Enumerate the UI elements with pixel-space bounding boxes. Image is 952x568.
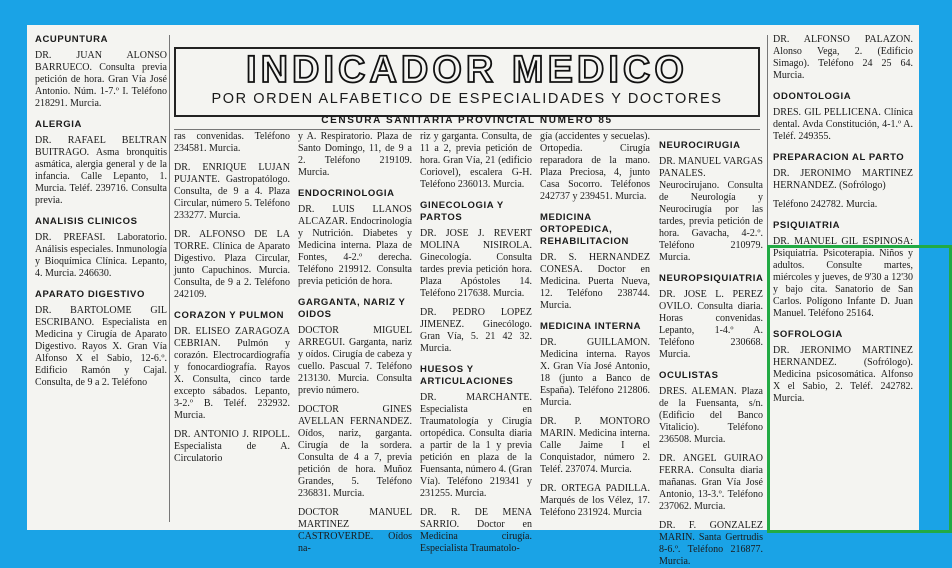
- heading-endocrinologia: ENDOCRINOLOGIA: [298, 188, 395, 199]
- entry-ortega: DR. ORTEGA PADILLA. Marqués de los Vélez, 17. Teléfono 231924. Murcia: [540, 483, 650, 518]
- column-2: [174, 131, 290, 530]
- entry-cont-5: gía (accidentes y secuelas). Ortopedia. Cirugía reparadora de la mano. Plaza Preciosa, 4, junto Casa Socorro. Teléfonos 242737 y 239451. Murcia.: [540, 131, 650, 202]
- entry-montoro: DR. P. MONTORO MARIN. Medicina interna. Calle Jaime I el Conquistador, número 2. Teléf. 237074. Murcia.: [540, 416, 650, 475]
- entry-cont-4: riz y garganta. Consulta, de 11 a 2, previa petición de hora. Gran Vía, 21 (edificio Coriovel), escalera G-H. Teléfono 236013. Murcia.: [420, 131, 532, 190]
- census-line: CENSURA SANITARIA PROVINCIAL NUMERO 85: [174, 115, 760, 130]
- heading-acupuntura: ACUPUNTURA: [35, 34, 109, 45]
- entry-llanos: DR. LUIS LLANOS ALCAZAR. Endocrinología y Nutrición. Diabetes y Medicina interna. Plaza de Fontes, 4-2.º derecha. Teléfono 219912. Consulta previa petición de hora.: [298, 204, 412, 287]
- column-divider: [767, 35, 768, 522]
- entry-de-mena: DR. R. DE MENA SARRIO. Doctor en Medicina cirugía. Especialista Traumatolo-: [420, 507, 532, 554]
- entry-cont-2: ras convenidas. Teléfono 234581. Murcia.: [174, 131, 290, 154]
- entry-lujan: DR. ENRIQUE LUJAN PUJANTE. Gastropatólogo. Consulta, de 9 a 4. Plaza Circular, número 5. Teléfono 233277. Murcia.: [174, 162, 290, 221]
- entry-gil-escribano: DR. BARTOLOME GIL ESCRIBANO. Especialista en Medicina y Cirugía de Aparato Digestivo. Rayos X. Gran Vía Alfonso X el Sabio, 12-6.º. Edificio Ramón y Cajal. Consulta, de 9 a 2. Teléfono: [35, 305, 167, 388]
- entry-prefasi: DR. PREFASI. Laboratorio. Análisis especiales. Inmunología y Bioquímica Clínica. Lepanto, 4. Murcia. 246630.: [35, 232, 167, 279]
- heading-aparato-digestivo: APARATO DIGESTIVO: [35, 289, 145, 300]
- entry-perez-ovilo: DR. JOSE L. PEREZ OVILO. Consulta diaria. Horas convenidas. Lepanto, 1-4.º A. Teléfono 230668. Murcia.: [659, 289, 763, 360]
- heading-neuropsiquiatria: NEUROPSIQUIATRIA: [659, 273, 764, 284]
- entry-zaragoza: DR. ELISEO ZARAGOZA CEBRIAN. Pulmón y corazón. Electrocardiografía y fonocardiografía. Rayos X. Consulta, cinco tarde excepto sábados. Lepanto, 3-2.º B. Teléf. 232932. Murcia.: [174, 326, 290, 421]
- heading-medicina-interna: MEDICINA INTERNA: [540, 321, 642, 332]
- entry-martinez-hernandez: DR. JERONIMO MARTINEZ HERNANDEZ. (Sofrólogo): [773, 168, 913, 191]
- heading-medicina-ortopedica: MEDICINA ORTOPEDICA, REHABILITACION: [540, 212, 629, 247]
- entry-lopez-jimenez: DR. PEDRO LOPEZ JIMENEZ. Ginecólogo. Gran Vía, 5. 21 42 32. Murcia.: [420, 307, 532, 354]
- entry-palazon: DR. ALFONSO PALAZON. Alonso Vega, 2. (Edificio Simago). Teléfono 24 25 64. Murcia.: [773, 34, 913, 81]
- entry-guillamon: DR. GUILLAMON. Medicina interna. Rayos X. Gran Vía José Antonio, 18 (junto a Banco de España). Teléfono 212806. Murcia.: [540, 337, 650, 408]
- entry-vargas: DR. MANUEL VARGAS PANALES. Neurocirujano. Consulta de Neurología y Neurocirugía por las tardes, previa petición de hora. Gavacha, 4-2.º. Teléfono 210979. Murcia.: [659, 156, 763, 263]
- column-7: [773, 25, 913, 530]
- heading-sofrologia: SOFROLOGIA: [773, 329, 843, 340]
- entry-cont-3: y A. Respiratorio. Plaza de Santo Domingo, 11, de 9 a 2. Teléfono 219109. Murcia.: [298, 131, 412, 178]
- entry-guirao: DR. ANGEL GUIRAO FERRA. Consulta diaria mañanas. Gran Vía José Antonio, 13-3.º. Teléfono 237062. Murcia.: [659, 453, 763, 512]
- entry-sofrologo: DR. JERONIMO MARTINEZ HERNANDEZ. (Sofrólogo). Medicina psicosomática. Alfonso X el Sabio, 2. Teléf. 242782. Murcia.: [773, 345, 913, 404]
- entry-phone-line: Teléfono 242782. Murcia.: [773, 199, 878, 210]
- heading-neurocirugia: NEUROCIRUGIA: [659, 140, 741, 151]
- heading-odontologia: ODONTOLOGIA: [773, 91, 852, 102]
- entry-de-la-torre: DR. ALFONSO DE LA TORRE. Clínica de Aparato Digestivo. Plaza Circular, junto Capuchinos. Murcia. Consulta, de 9 a 2. Teléfono 242109.: [174, 229, 290, 300]
- masthead-banner: [174, 47, 760, 117]
- entry-beltran: DR. RAFAEL BELTRAN BUITRAGO. Asma bronquitis asmática, alergia general y de la infancia. Calle Lepanto, 1. Murcia. Teléf. 239716. Consulta previa.: [35, 135, 167, 206]
- heading-oculistas: OCULISTAS: [659, 370, 719, 381]
- entry-castroverde: DOCTOR MANUEL MARTINEZ CASTROVERDE. Oídos na-: [298, 507, 412, 554]
- column-3: [298, 131, 412, 554]
- heading-garganta: GARGANTA, NARIZ Y OIDOS: [298, 297, 406, 320]
- column-divider: [169, 35, 170, 522]
- entry-gil-espinosa: DR. MANUEL GIL ESPINOSA: Psiquiatría. Psicoterapia. Niños y adultos. Consulte martes, miércoles y jueves, de 9'30 a 12'30 y bajo cita. Sanatorio de San Carlos. Polígono Infante D. Juan Manuel. Teléfono 25164.: [773, 236, 913, 319]
- heading-analisis: ANALISIS CLINICOS: [35, 216, 138, 227]
- heading-alergia: ALERGIA: [35, 119, 82, 130]
- entry-aleman: DRES. ALEMAN. Plaza de la Fuensanta, s/n. (Edificio del Banco Vitalicio). Teléfono 236508. Murcia.: [659, 386, 763, 445]
- heading-preparacion-parto: PREPARACION AL PARTO: [773, 152, 905, 163]
- newspaper-page: [27, 25, 919, 567]
- entry-revert: DR. JOSE J. REVERT MOLINA NISIROLA. Ginecología. Consulta tardes previa petición hora. Plaza Apóstoles 14. Teléfono 217638. Murcia.: [420, 228, 532, 299]
- entry-marchante: DR. MARCHANTE. Especialista en Traumatología y Cirugía ortopédica. Consulta diaria a partir de la 1 y previa petición en plaza de la Fuensanta, número 4. (Gran Vía). Teléfono 219341 y 231255. Murcia.: [420, 392, 532, 499]
- entry-hernandez-conesa: DR. S. HERNANDEZ CONESA. Doctor en Medicina. Puerta Nueva, 12. Teléfono 238744. Murcia.: [540, 252, 650, 311]
- entry-gil-pellicena: DRES. GIL PELLICENA. Clínica dental. Avda Constitución, 4-1.º A. Teléf. 249355.: [773, 107, 913, 142]
- entry-arregui: DOCTOR MIGUEL ARREGUI. Garganta, nariz y oídos. Cirugía de cabeza y cuello. Pascual 7. Teléfono 213130. Murcia. Consulta previo número.: [298, 325, 412, 396]
- column-4: [420, 131, 532, 554]
- column-6: [659, 131, 764, 567]
- column-5: [540, 131, 650, 530]
- heading-ginecologia: GINECOLOGIA Y PARTOS: [420, 200, 504, 223]
- entry-gonzalez-marin: DR. F. GONZALEZ MARIN. Santa Gertrudis 8-6.º. Teléfono 216877. Murcia.: [659, 520, 763, 567]
- heading-psiquiatria: PSIQUIATRIA: [773, 220, 841, 231]
- page-title: INDICADOR MEDICO: [246, 49, 688, 91]
- heading-corazon: CORAZON Y PULMON: [174, 310, 285, 321]
- entry-alonso: DR. JUAN ALONSO BARRUECO. Consulta previa petición de hora. Gran Vía José Antonio. Núm. 1-7.º I. Teléfono 218291. Murcia.: [35, 50, 167, 109]
- entry-avellan: DOCTOR GINES AVELLAN FERNANDEZ. Oídos, nariz, garganta. Cirugía de la sordera. Consulta de 4 a 7, previa petición de hora. Muñoz Grandes, 5. Teléfono 236831. Murcia.: [298, 404, 412, 499]
- column-1: [35, 25, 167, 530]
- page-subtitle: POR ORDEN ALFABETICO DE ESPECIALIDADES Y DOCTORES: [211, 91, 723, 107]
- heading-huesos: HUESOS Y ARTICULACIONES: [420, 364, 514, 387]
- entry-ripoll: DR. ANTONIO J. RIPOLL. Especialista de A. Circulatorio: [174, 429, 290, 464]
